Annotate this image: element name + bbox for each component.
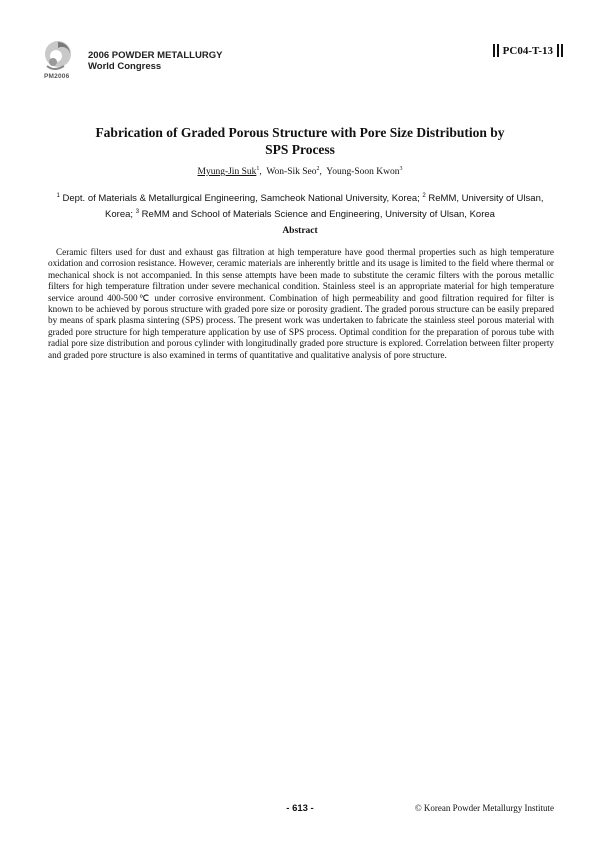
paper-code-box	[492, 44, 564, 57]
page-number: - 613 -	[286, 803, 314, 814]
author-name: Myung-Jin Suk	[197, 167, 257, 177]
bracket-bar-icon	[493, 44, 495, 57]
affiliation-superscript: 3	[135, 208, 140, 215]
affiliation-superscript: 2	[422, 193, 426, 199]
conference-line-1: 2006 POWDER METALLURGY	[88, 50, 223, 61]
conference-name	[88, 50, 222, 72]
title-line-2: SPS Process	[265, 142, 335, 157]
affiliations	[56, 190, 544, 221]
author-list: Myung-Jin Suk$^1$, Won-Sik Seo$^2$, Young-Soon Kwon$^3$	[197, 166, 403, 177]
abstract-heading: Abstract	[282, 226, 318, 236]
bracket-bar-icon	[561, 44, 563, 57]
author-name: Won-Sik Seo	[266, 167, 317, 177]
abstract-body: Ceramic filters used for dust and exhaust gas filtration at high temperature have good thermal properties such as high temperature oxidation and corrosion resistance. However, ceramic materials are inherently brittle and its usage is limited to the field where thermal or mechanical shock is not accompanied. In this sense attempts have been made to substitute the ceramic filters with the porous metallic filters for high temperature filtration under severe mechanical condition. Stainless steel is an appropriate material for high temperature service around 400-500℃ under corrosive environment. Combination of high permeability and good filtration required for filter is known to be achieved by porous structure with graded pore size or porosity gradient. The graded porous structure can be easily prepared by means of spark plasma sintering (SPS) process. The present work was undertaken to fabricate the stainless steel porous material with graded pore structure for high temperature application by use of SPS process. Optimal condition for the preparation of porous tube with radial pore size distribution and porous cylinder with longitudinally graded pore structure is explored. Correlation between filter property and graded pore structure is also examined in terms of quantitative and qualitative analysis of pore structure.	[48, 247, 554, 360]
paper-code: PC04-T-13	[502, 44, 553, 57]
affiliation-text: ReMM, University of Ulsan, Korea;	[105, 193, 544, 220]
title-line-1: Fabrication of Graded Porous Structure with Pore Size Distribution by	[95, 125, 505, 140]
pm2006-logo-icon	[44, 40, 72, 74]
conference-line-2: World Congress	[88, 61, 162, 72]
affiliation-text: ReMM and School of Materials Science and Engineering, University of Ulsan, Korea	[139, 208, 495, 220]
paper-title	[40, 124, 560, 158]
copyright-notice: © Korean Powder Metallurgy Institute	[414, 803, 554, 813]
logo-year-label: PM2006	[44, 73, 70, 80]
author-superscript: 1	[256, 166, 260, 172]
affiliation-superscript: 1	[56, 193, 60, 199]
affiliation-text: Dept. of Materials & Metallurgical Engineering, Samcheok National University, Korea;	[59, 193, 423, 204]
author-superscript: 2	[316, 166, 320, 172]
author-name: Young-Soon Kwon	[326, 167, 400, 177]
author-superscript: 3	[399, 166, 403, 172]
bracket-bar-icon	[557, 44, 559, 57]
bracket-bar-icon	[497, 44, 499, 57]
